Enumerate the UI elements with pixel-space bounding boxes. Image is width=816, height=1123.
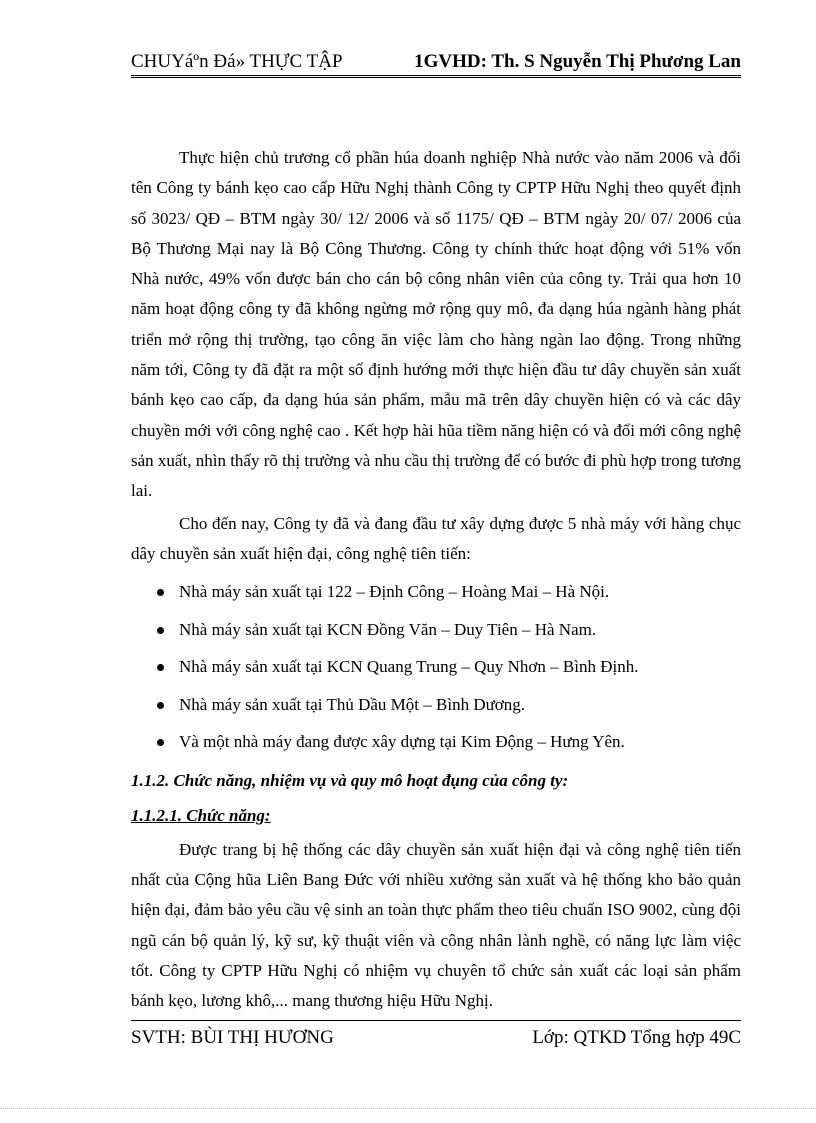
- paragraph-functions: Được trang bị hệ thống các dây chuyền sản xuất hiện đại và công nghệ tiên tiến nhất của Cộng hũa Liên Bang Đức với nhiều xưởng sản xuất và hệ thống kho bảo quản hiện đại, đảm bảo yêu cầu vệ sinh an toàn thực phẩm theo tiêu chuẩn ISO 9002, cùng đội ngũ cán bộ quản lý, kỹ sư, kỹ thuật viên và công nhân lành nghề, có năng lực làm việc tốt. Công ty CPTP Hữu Nghị có nhiệm vụ chuyên tổ chức sản xuất các loại sản phẩm bánh kẹo, lương khô,... mang thương hiệu Hữu Nghị.: [131, 839, 741, 1011]
- list-item: [131, 573, 741, 611]
- list-item-text: Nhà máy sản xuất tại Thủ Dầu Một – Bình Dương.: [179, 694, 526, 714]
- list-item-text: Và một nhà máy đang được xây dựng tại Kim Động – Hưng Yên.: [179, 732, 625, 752]
- page-bottom-divider: [0, 1108, 816, 1109]
- list-item: [131, 611, 741, 649]
- page-header: [131, 50, 741, 78]
- factory-list: [131, 573, 741, 761]
- list-item: [131, 723, 741, 761]
- page-footer: [131, 1020, 741, 1049]
- bullet-icon: [157, 702, 164, 709]
- list-item-text: Nhà máy sản xuất tại KCN Đồng Văn – Duy Tiên – Hà Nam.: [179, 619, 597, 639]
- list-item-text: Nhà máy sản xuất tại 122 – Định Công – Hoàng Mai – Hà Nội.: [179, 582, 610, 602]
- bullet-icon: [157, 589, 164, 596]
- footer-student: SVTH: BÙI THỊ HƯƠNG: [131, 1027, 334, 1048]
- paragraph-factories-intro: Cho đến nay, Công ty đã và đang đầu tư xây dựng được 5 nhà máy với hàng chục dây chuyền sản xuất hiện đại, công nghệ tiên tiến:: [131, 513, 741, 563]
- subsection-heading: 1.1.2.1. Chức năng:: [131, 805, 271, 825]
- list-item-text: Nhà máy sản xuất tại KCN Quang Trung – Quy Nhơn – Bình Định.: [179, 657, 639, 677]
- page-content: [131, 143, 741, 1016]
- list-item: [131, 686, 741, 724]
- bullet-icon: [157, 664, 164, 671]
- paragraph-equitization: Thực hiện chủ trương cổ phần húa doanh nghiệp Nhà nước vào năm 2006 và đổi tên Công ty bánh kẹo cao cấp Hữu Nghị thành Công ty CPTP Hữu Nghị theo quyết định số 3023/ QĐ – BTM ngày 30/ 12/ 2006 và số 1175/ QĐ – BTM ngày 20/ 07/ 2006 của Bộ Thương Mại nay là Bộ Công Thương. Công ty chính thức hoạt động với 51% vốn Nhà nước, 49% vốn được bán cho cán bộ công nhân viên của công ty. Trải qua hơn 10 năm hoạt động công ty đã không ngừng mở rộng quy mô, đa dạng húa ngành hàng phát triển mở rộng thị trường, tạo công ăn việc làm cho hàng ngàn lao động. Trong những năm tới, Công ty đã đặt ra một số định hướng mới thực hiện đầu tư dây chuyền sản xuất bánh kẹo cao cấp, đa dạng húa sản phẩm, mẫu mã trên dây chuyền hiện có và các dây chuyền mới với công nghệ cao . Kết hợp hài hũa tiềm năng hiện có và đổi mới công nghệ sản xuất, nhìn thấy rõ thị trường và nhu cầu thị trường để có bước đi phù hợp trong tương lai.: [131, 148, 741, 501]
- list-item: [131, 648, 741, 686]
- footer-class: Lớp: QTKD Tổng hợp 49C: [532, 1027, 741, 1048]
- header-title: CHUYáºn Đá» THỰC TẬP: [131, 51, 343, 72]
- section-heading: 1.1.2. Chức năng, nhiệm vụ và quy mô hoạt đụng của công ty:: [131, 770, 569, 790]
- bullet-icon: [157, 627, 164, 634]
- header-supervisor: 1GVHD: Th. S Nguyễn Thị Phương Lan: [414, 51, 741, 72]
- bullet-icon: [157, 739, 164, 746]
